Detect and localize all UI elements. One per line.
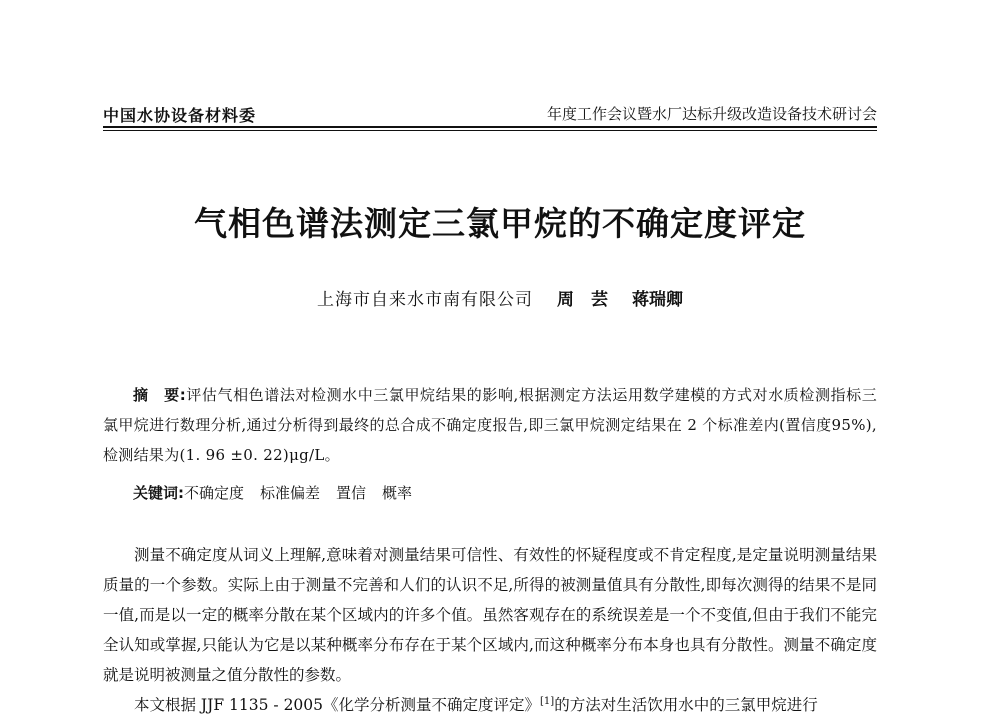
body-paragraph: 测量不确定度从词义上理解,意味着对测量结果可信性、有效性的怀疑程度或不肯定程度,是定量说明测量结果质量的一个参数。实际上由于测量不完善和人们的认识不足,所得的被测量值具有分散性,即每次测得的结果不是同一值,而是以一定的概率分散在某个区域内的许多个值。虽然客观存在的系统误差是一个不变值,但由于我们不能完全认知或掌握,只能认为它是以某种概率分布存在于某个区域内,而这种概率分布本身也具有分散性。测量不确定度就是说明被测量之值分散性的参数。 [103, 546, 877, 684]
running-header-left: 中国水协设备材料委 [103, 106, 257, 125]
paper-title: 气相色谱法测定三氯甲烷的不确定度评定 [194, 204, 806, 243]
keywords-label: 关键词: [133, 484, 184, 502]
author-affiliation: 上海市自来水市南有限公司 [317, 290, 533, 310]
author-line [0, 285, 1000, 310]
keywords [133, 482, 428, 503]
header-rule-thin [103, 130, 877, 131]
body-paragraph [103, 690, 877, 720]
abstract-text: 评估气相色谱法对检测水中三氯甲烷结果的影响,根据测定方法运用数学建模的方式对水质检测指标三氯甲烷进行数理分析,通过分析得到最终的总合成不确定度报告,即三氯甲烷测定结果在 2 个标准差内(置信度95%),检测结果为(1. 96 ±0. 22)μg/L。 [103, 386, 877, 464]
citation-reference[interactable]: [1] [540, 695, 555, 707]
author-name: 周 芸 [557, 290, 608, 310]
abstract-label: 摘 要: [133, 386, 187, 404]
keyword: 标准偏差 [260, 484, 321, 502]
abstract-paragraph [103, 380, 877, 470]
keyword: 概率 [382, 484, 413, 502]
body-text [103, 540, 877, 720]
body-text-segment: 的方法对生活饮用水中的三氯甲烷进行 [554, 696, 818, 714]
keyword: 置信 [336, 484, 367, 502]
header-rule [103, 126, 877, 128]
keyword: 不确定度 [184, 484, 245, 502]
abstract [103, 380, 877, 470]
author-name: 蒋瑞卿 [632, 290, 683, 310]
body-text-segment: 本文根据 JJF 1135 - 2005《化学分析测量不确定度评定》 [134, 696, 541, 714]
running-header-right: 年度工作会议暨水厂达标升级改造设备技术研讨会 [546, 105, 877, 123]
